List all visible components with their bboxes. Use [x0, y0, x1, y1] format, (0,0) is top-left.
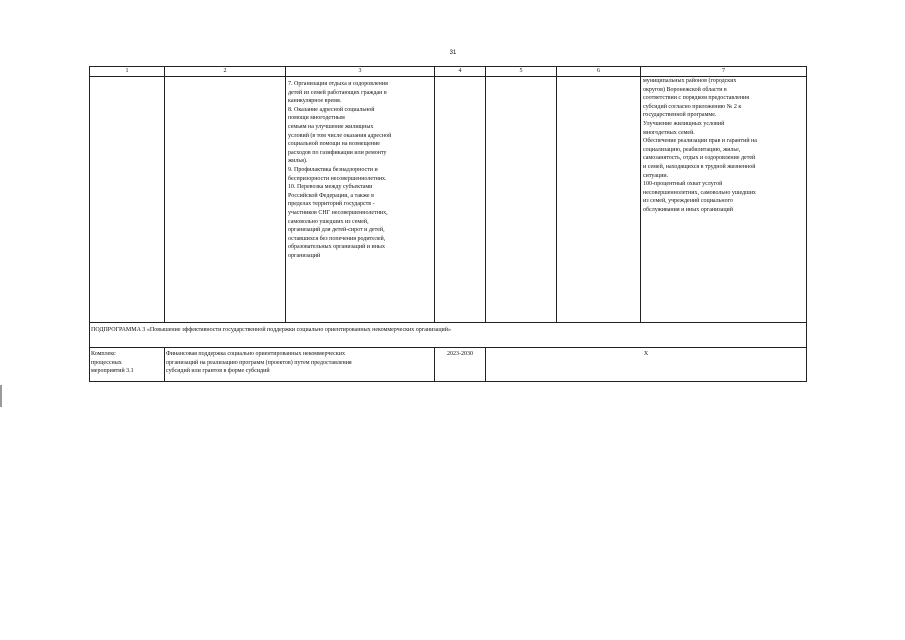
- header-col-4: 4: [435, 67, 486, 77]
- cell-empty: [165, 77, 286, 323]
- cell-empty: [486, 77, 557, 323]
- header-col-3: 3: [286, 67, 435, 77]
- results-text: муниципальных районов (городских округов) Воронежской области в соответствии с порядком предоставления субсидий согласно приложению № 2 к государственной программе. Улучшение жилищных условий многодетных семей. Обеспечение реализации прав и гарантий на социализацию, реабилитацию, жилье, самозанятость, отдых и оздоровление детей и семей, находящихся в трудной жизненной ситуации. 100-процентный охват услугой несовершеннолетних, самовольно ушедших из семей, учреждений социального обслуживания и иных организаций: [643, 78, 757, 213]
- cell-complex-name: [90, 348, 165, 382]
- cell-activities: [286, 77, 435, 323]
- header-row: [90, 67, 807, 77]
- header-col-2: 2: [165, 67, 286, 77]
- cell-empty: [557, 77, 641, 323]
- header-col-7: 7: [641, 67, 807, 77]
- header-col-5: 5: [486, 67, 557, 77]
- subprogram-row: [90, 323, 807, 348]
- cell-results: [641, 77, 807, 323]
- activities-text: 7. Организация отдыха и оздоровления детей из семей работающих граждан в каникулярное время. 8. Оказание адресной социальной помощи многодетным семьям на улучшение жилищных условий (в том числе оказания адресной социальной помощи на возмещение расходов по газификации или ремонту жилья). 9. Профилактика безнадзорности и беспризорности несовершеннолетних. 10. Перевозка между субъектами Российской Федерации, а также в пределах территорий государств - участников СНГ несовершеннолетних, самовольно ушедших из семей, организаций для детей-сирот и детей, оставшихся без попечения родителей, образовательных организаций и иных организаций: [288, 81, 392, 259]
- page-number: 31: [449, 50, 457, 56]
- cell-complex-description: [165, 348, 435, 382]
- complex-period-text: 2023-2030: [447, 351, 473, 357]
- subprogram-title: [90, 323, 807, 348]
- scan-edge-mark: [0, 385, 2, 407]
- subprogram-text: ПОДПРОГРАММА 3 «Повышение эффективности государственной поддержки социально ориентированных некоммерческих организаций»: [91, 327, 451, 333]
- cell-complex-period: [435, 348, 486, 382]
- complex-name-text: Комплекс процессных мероприятий 3.1: [91, 351, 134, 375]
- header-col-1: 1: [90, 67, 165, 77]
- x-mark-text: Х: [643, 351, 649, 357]
- cell-complex-x: [486, 348, 807, 382]
- program-table: [89, 66, 807, 382]
- cell-empty: [435, 77, 486, 323]
- header-col-6: 6: [557, 67, 641, 77]
- table-row: [90, 348, 807, 382]
- table-row: [90, 77, 807, 323]
- cell-empty: [90, 77, 165, 323]
- complex-description-text: Финансовая поддержка социально ориентированных некоммерческих организаций на реализацию программ (проектов) путем предоставления субсидий или грантов в форме субсидий: [166, 351, 352, 375]
